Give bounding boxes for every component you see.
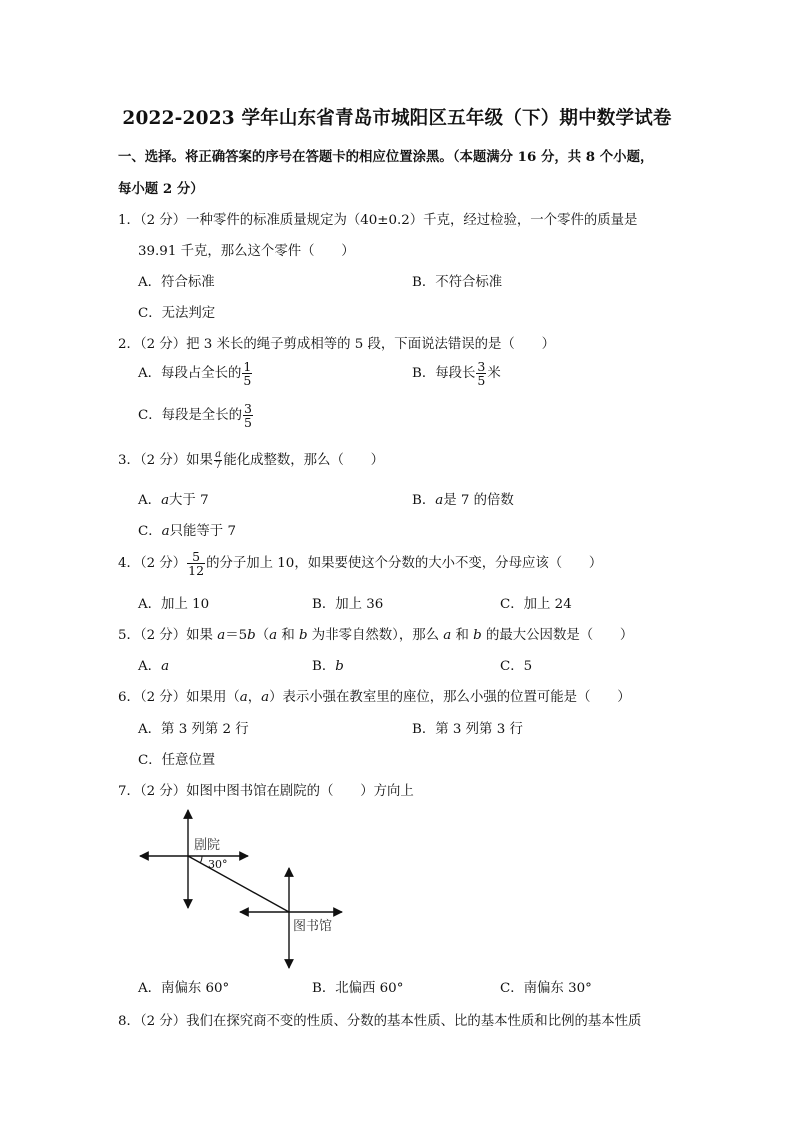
question-2-stem: 2．（2 分）把 3 米长的绳子剪成相等的 5 段，下面说法错误的是（ ）: [118, 337, 555, 352]
option-letter: A．: [138, 493, 162, 508]
question-5-stem: [118, 624, 633, 643]
fraction: [476, 360, 486, 387]
stem-text: 和: [277, 628, 299, 643]
option-letter: A．: [138, 659, 162, 674]
option-letter: C．: [138, 524, 162, 539]
fraction-numerator: 3: [477, 359, 486, 374]
question-6-stem: [118, 686, 631, 705]
page-title: 2022-2023 学年山东省青岛市城阳区五年级（下）期中数学试卷: [122, 108, 672, 129]
variable: a: [239, 690, 248, 705]
option-letter: B．: [412, 493, 436, 508]
variable: b: [298, 628, 308, 643]
question-8-stem: 8．（2 分）我们在探究商不变的性质、分数的基本性质、比的基本性质和比例的基本性质: [118, 1014, 642, 1029]
question-1-line1: 1．（2 分）一种零件的标准质量规定为（40±0.2）千克，经过检验，一个零件的质量是: [118, 213, 638, 228]
fraction-numerator: a: [215, 449, 222, 460]
variable: b: [247, 628, 256, 643]
stem-text: 3．（2 分）如果: [118, 453, 213, 468]
variable: a: [217, 628, 226, 643]
stem-text: 的最大公因数是（ ）: [481, 628, 634, 643]
variable: a: [269, 628, 278, 643]
variable: a: [435, 493, 444, 508]
theater-library-segment: [188, 856, 289, 912]
variable: a: [161, 493, 170, 508]
option-text: B．每段长: [412, 366, 476, 381]
question-4-option-c[interactable]: C．加上 24: [500, 597, 572, 612]
stem-text: 能化成整数，那么（ ）: [223, 453, 385, 468]
variable: a: [161, 524, 170, 539]
question-4-stem: [118, 550, 602, 577]
angle-arc: [200, 856, 202, 863]
question-4-option-b[interactable]: B．加上 36: [312, 597, 384, 612]
fraction-denominator: 5: [477, 373, 486, 388]
stem-text: ＝5: [225, 628, 248, 643]
stem-text: 6．（2 分）如果用（: [118, 690, 240, 705]
section-heading-line1: 一、选择。将正确答案的序号在答题卡的相应位置涂黑。（本题满分 16 分，共 8 个小题，: [118, 149, 654, 165]
question-4-option-a[interactable]: A．加上 10: [138, 597, 210, 612]
fraction: [242, 360, 252, 387]
fraction-numerator: 5: [187, 550, 205, 564]
question-3-option-b[interactable]: [412, 489, 514, 508]
fraction-denominator: 7: [214, 460, 222, 471]
question-5-option-b[interactable]: [312, 655, 344, 674]
question-6-option-c[interactable]: C．任意位置: [138, 753, 216, 768]
angle-label: 30°: [208, 858, 228, 871]
variable: b: [473, 628, 482, 643]
variable: a: [261, 690, 270, 705]
stem-text: 5．（2 分）如果: [118, 628, 218, 643]
fraction-denominator: 5: [243, 373, 252, 388]
question-1-option-a[interactable]: A．符合标准: [138, 275, 215, 290]
question-7-option-c[interactable]: C．南偏东 30°: [500, 981, 592, 996]
question-7-option-b[interactable]: B．北偏西 60°: [312, 981, 404, 996]
variable: b: [335, 659, 344, 674]
option-text: 只能等于 7: [169, 524, 236, 539]
option-unit: 米: [487, 366, 501, 381]
stem-text: 为非零自然数），那么: [307, 628, 444, 643]
fraction-denominator: 12: [188, 563, 205, 578]
question-2-option-c[interactable]: [138, 402, 254, 429]
question-7-stem: 7．（2 分）如图中图书馆在剧院的（ ）方向上: [118, 784, 414, 799]
fraction: [187, 550, 205, 577]
question-3-stem: [118, 449, 384, 471]
direction-figure: [136, 808, 348, 974]
option-letter: B．: [312, 659, 336, 674]
stem-text: 的分子加上 10，如果要使这个分数的大小不变，分母应该（ ）: [206, 556, 603, 571]
stem-text: ，: [247, 690, 262, 705]
question-3-option-c[interactable]: [138, 520, 236, 539]
question-1-option-b[interactable]: B．不符合标准: [412, 275, 503, 290]
section-heading-line2: 每小题 2 分）: [118, 181, 204, 197]
fraction-numerator: 3: [243, 401, 252, 416]
option-text: A．每段占全长的: [138, 366, 242, 381]
question-5-option-a[interactable]: [138, 655, 169, 674]
fraction-numerator: 1: [243, 359, 252, 374]
question-2-option-b[interactable]: [412, 360, 501, 387]
stem-text: ）表示小强在教室里的座位，那么小强的位置可能是（ ）: [269, 690, 631, 705]
question-1-option-c[interactable]: C．无法判定: [138, 306, 216, 321]
variable: a: [443, 628, 452, 643]
question-7-option-a[interactable]: A．南偏东 60°: [138, 981, 230, 996]
library-label: 图书馆: [293, 919, 333, 934]
fraction: [214, 450, 222, 471]
variable: a: [161, 659, 170, 674]
fraction-denominator: 5: [243, 415, 252, 430]
theater-label: 剧院: [194, 838, 221, 853]
stem-text: （: [255, 628, 270, 643]
fraction: [243, 402, 253, 429]
option-text: 大于 7: [169, 493, 209, 508]
question-6-option-b[interactable]: B．第 3 列第 3 行: [412, 722, 523, 737]
question-1-line2: 39.91 千克，那么这个零件（ ）: [138, 244, 355, 259]
option-text: 是 7 的倍数: [443, 493, 514, 508]
question-2-option-a[interactable]: [138, 360, 253, 387]
question-3-option-a[interactable]: [138, 489, 209, 508]
stem-text: 和: [451, 628, 474, 643]
stem-text: 4．（2 分）: [118, 556, 187, 571]
question-5-option-c[interactable]: C．5: [500, 659, 533, 674]
question-6-option-a[interactable]: A．第 3 列第 2 行: [138, 722, 249, 737]
option-text: C．每段是全长的: [138, 408, 242, 423]
